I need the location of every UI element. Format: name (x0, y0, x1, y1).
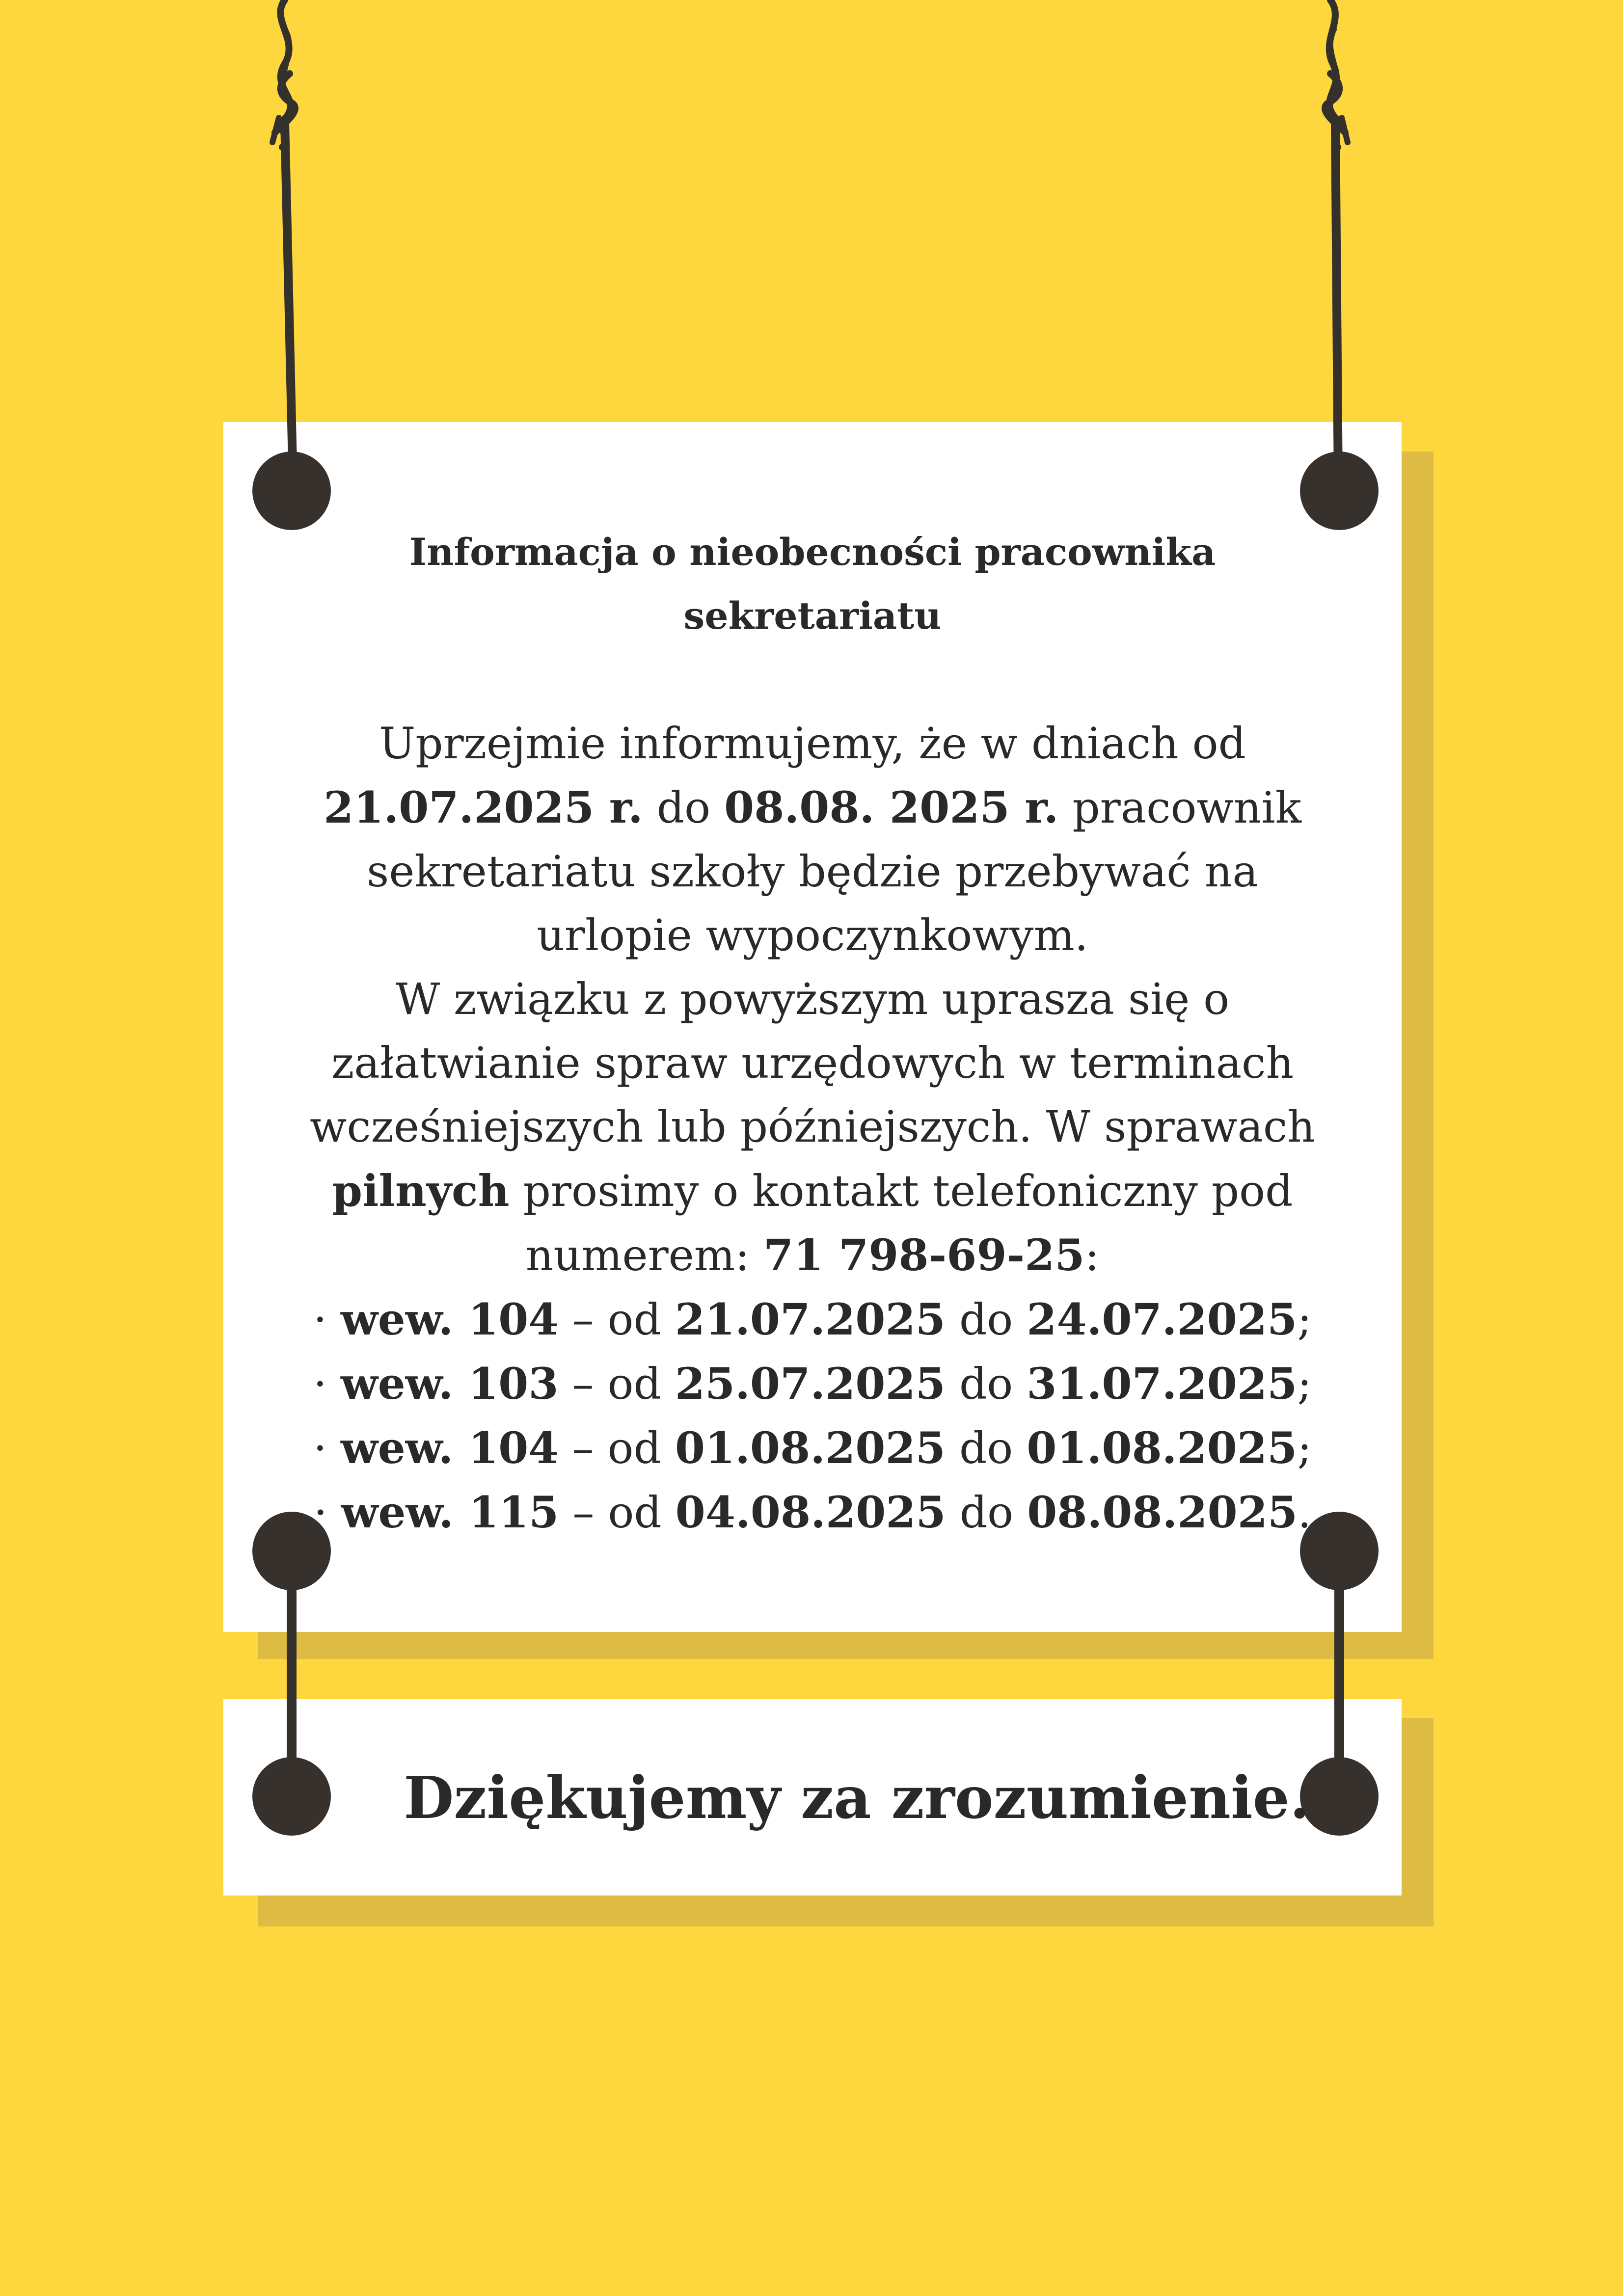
body-line-9 (223, 1223, 1402, 1287)
line-end: ; (1297, 1359, 1312, 1409)
bullet: · (313, 1359, 327, 1409)
body-line-4: urlopie wypoczynkowym. (537, 910, 1088, 961)
extension-item (223, 1287, 1402, 1352)
notice-text (223, 520, 1402, 1545)
pilnych-word: pilnych (332, 1165, 510, 1216)
date-end: 08.08.2025 (1027, 1487, 1298, 1538)
extension-number: wew. 103 (340, 1358, 559, 1409)
body-line-1: Uprzejmie informujemy, że w dniach od (379, 718, 1246, 769)
to-label: do (959, 1294, 1013, 1345)
body-line-6: załatwianie spraw urzędowych w terminach (331, 1038, 1294, 1088)
date-start: 01.08.2025 (675, 1422, 946, 1473)
to-label: do (959, 1423, 1013, 1473)
left-hanging-rope (255, 0, 324, 491)
date-start: 25.07.2025 (675, 1358, 946, 1409)
pin-top-right (1300, 452, 1379, 530)
date-end: 24.07.2025 (1027, 1294, 1298, 1345)
to-label: do (959, 1487, 1014, 1538)
extension-number: wew. 115 (341, 1487, 559, 1538)
date-from: 21.07.2025 r. (324, 782, 643, 833)
extension-item (223, 1352, 1402, 1416)
from-label: – od (572, 1359, 661, 1409)
line-end: ; (1297, 1423, 1312, 1473)
line-end: . (1298, 1487, 1312, 1538)
phone-number: 71 798-69-25 (763, 1229, 1085, 1281)
thanks-text: Dziękujemy za zrozumienie. (404, 1763, 1310, 1832)
to-label: do (959, 1359, 1013, 1409)
notice-title (223, 520, 1402, 648)
body-line-8-tail: prosimy o kontakt telefoniczny pod (523, 1166, 1293, 1216)
bullet: · (313, 1294, 327, 1345)
from-label: – od (572, 1487, 662, 1538)
line-end: ; (1297, 1294, 1312, 1345)
from-label: – od (572, 1423, 661, 1473)
date-end: 01.08.2025 (1027, 1422, 1298, 1473)
body-line-8 (223, 1159, 1402, 1223)
pin-top-left (252, 452, 331, 530)
title-line-1: Informacja o nieobecności pracownika (409, 530, 1216, 574)
bullet: · (313, 1487, 327, 1538)
date-end: 31.07.2025 (1027, 1358, 1298, 1409)
right-hanging-rope (1303, 0, 1372, 491)
phone-colon: : (1084, 1230, 1100, 1281)
notice-body (223, 712, 1402, 1545)
numerem-label: numerem: (525, 1230, 750, 1281)
body-line-3: sekretariatu szkoły będzie przebywać na (367, 846, 1258, 897)
title-line-2: sekretariatu (683, 594, 942, 638)
date-to: 08.08. 2025 r. (724, 782, 1059, 833)
extension-number: wew. 104 (340, 1294, 559, 1345)
body-line-2 (223, 775, 1402, 840)
date-start: 04.08.2025 (675, 1487, 946, 1538)
body-line-7: wcześniejszych lub późniejszych. W sprawach (310, 1101, 1315, 1152)
word-do: do (656, 782, 711, 833)
extension-item (223, 1480, 1402, 1545)
extension-item (223, 1416, 1402, 1480)
bullet: · (313, 1423, 327, 1473)
date-start: 21.07.2025 (675, 1294, 946, 1345)
body-line-2-tail: pracownik (1072, 782, 1301, 833)
extension-number: wew. 104 (340, 1422, 559, 1473)
from-label: – od (572, 1294, 661, 1345)
body-line-5: W związku z powyższym uprasza się o (395, 974, 1230, 1024)
